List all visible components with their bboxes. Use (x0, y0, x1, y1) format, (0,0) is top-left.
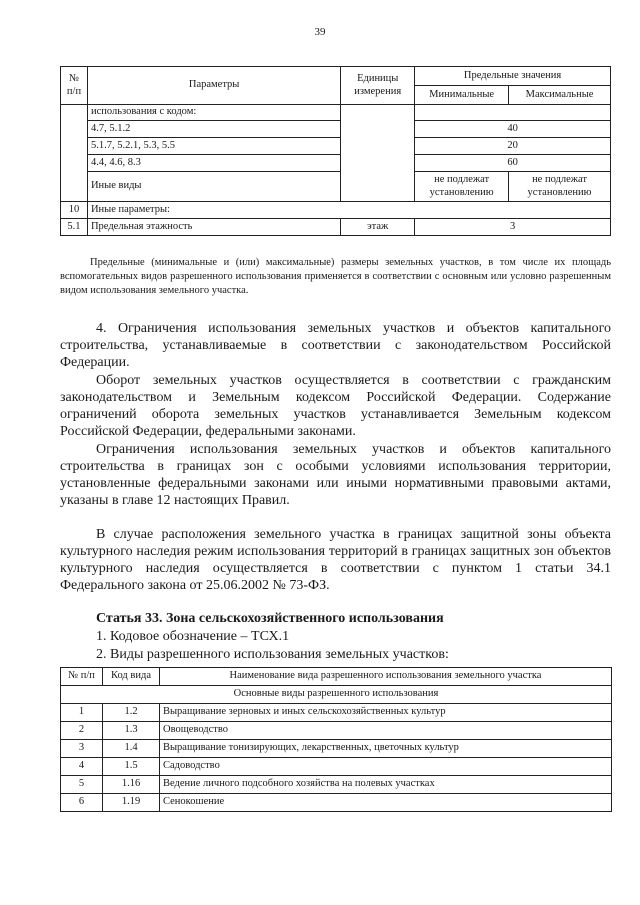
row51-label: Предельная этажность (87, 219, 340, 236)
intro-cell: использования с кодом: (87, 105, 340, 121)
empty-value-cell (415, 105, 611, 121)
article-heading: Статья 33. Зона сельскохозяйственного использования (96, 611, 444, 626)
empty-num-cell (61, 105, 88, 202)
row-code: 1.2 (103, 704, 160, 722)
row10-label: Иные параметры: (87, 202, 610, 219)
row-name: Садоводство (160, 758, 612, 776)
codes-cell: 5.1.7, 5.2.1, 5.3, 5.5 (87, 138, 340, 155)
other-max: не подлежат установлению (509, 172, 611, 202)
row-code: 1.3 (103, 722, 160, 740)
row51-value: 3 (415, 219, 611, 236)
paragraph-3: Ограничения использования земельных участков и объектов капитального строительства в границах зон с особыми условиями использования территории, установленные федеральными законами или иными нормативными правовыми актами, указаны в главе 12 настоящих Правил. (60, 442, 611, 508)
row-num: 2 (61, 722, 103, 740)
header-params: Параметры (87, 67, 340, 105)
header-limits: Предельные значения (415, 67, 611, 86)
page-number: 39 (314, 26, 326, 38)
table-row (61, 758, 612, 776)
header-num: № п/п (61, 67, 88, 105)
header-units: Единицы измерения (341, 67, 415, 105)
usage-types-table (60, 667, 612, 812)
row-code: 1.19 (103, 794, 160, 812)
row-num: 4 (61, 758, 103, 776)
row-num: 1 (61, 704, 103, 722)
limits-table (60, 66, 611, 236)
table-note: Предельные (минимальные и (или) максимальные) размеры земельных участков, в том числе их площадь вспомогательных видов разрешенного использования применяется в соответствии с основным или условно разрешенным видом использования земельного участка. (60, 257, 611, 296)
row-num: 6 (61, 794, 103, 812)
table-row (61, 776, 612, 794)
other-min: не подлежат установлению (415, 172, 509, 202)
other-label: Иные виды (87, 172, 340, 202)
paragraph-1: 4. Ограничения использования земельных участков и объектов капитального строительства, устанавливаемые в соответствии с законодательством Российской Федерации. (60, 321, 611, 370)
row-num: 3 (61, 740, 103, 758)
section-row: Основные виды разрешенного использования (61, 686, 612, 704)
row-code: 1.16 (103, 776, 160, 794)
row51-unit: этаж (341, 219, 415, 236)
header-code: Код вида (103, 668, 160, 686)
row-name: Ведение личного подсобного хозяйства на полевых участках (160, 776, 612, 794)
empty-unit-cell (341, 105, 415, 202)
header-max: Максимальные (509, 86, 611, 105)
codes-cell: 4.7, 5.1.2 (87, 121, 340, 138)
paragraph-2: Оборот земельных участков осуществляется в соответствии с гражданским законодательством и Земельным кодексом Российской Федерации. Содержание ограничений оборота земельных участков устанавливается Земельным кодексом Российской Федерации, федеральными законами. (60, 373, 611, 439)
header-min: Минимальные (415, 86, 509, 105)
value-cell: 60 (415, 155, 611, 172)
row-num: 5 (61, 776, 103, 794)
row-code: 1.5 (103, 758, 160, 776)
list-item-1: 1. Кодовое обозначение – ТСХ.1 (96, 629, 290, 644)
value-cell: 20 (415, 138, 611, 155)
table-row (61, 704, 612, 722)
table-row (61, 794, 612, 812)
table-row (61, 722, 612, 740)
codes-cell: 4.4, 4.6, 8.3 (87, 155, 340, 172)
value-cell: 40 (415, 121, 611, 138)
row-name: Овощеводство (160, 722, 612, 740)
header-name: Наименование вида разрешенного использования земельного участка (160, 668, 612, 686)
row-code: 1.4 (103, 740, 160, 758)
row-name: Выращивание зерновых и иных сельскохозяйственных культур (160, 704, 612, 722)
row-name: Сенокошение (160, 794, 612, 812)
row51-num: 5.1 (61, 219, 88, 236)
list-item-2: 2. Виды разрешенного использования земельных участков: (96, 647, 449, 662)
paragraph-4: В случае расположения земельного участка в границах защитной зоны объекта культурного наследия режим использования территорий в границах защитных зон объектов культурного наследия осуществляется в соответствии с пунктом 1 статьи 34.1 Федерального закона от 25.06.2002 № 73-ФЗ. (60, 527, 611, 593)
table-row (61, 740, 612, 758)
row-name: Выращивание тонизирующих, лекарственных, цветочных культур (160, 740, 612, 758)
row10-num: 10 (61, 202, 88, 219)
header-num: № п/п (61, 668, 103, 686)
